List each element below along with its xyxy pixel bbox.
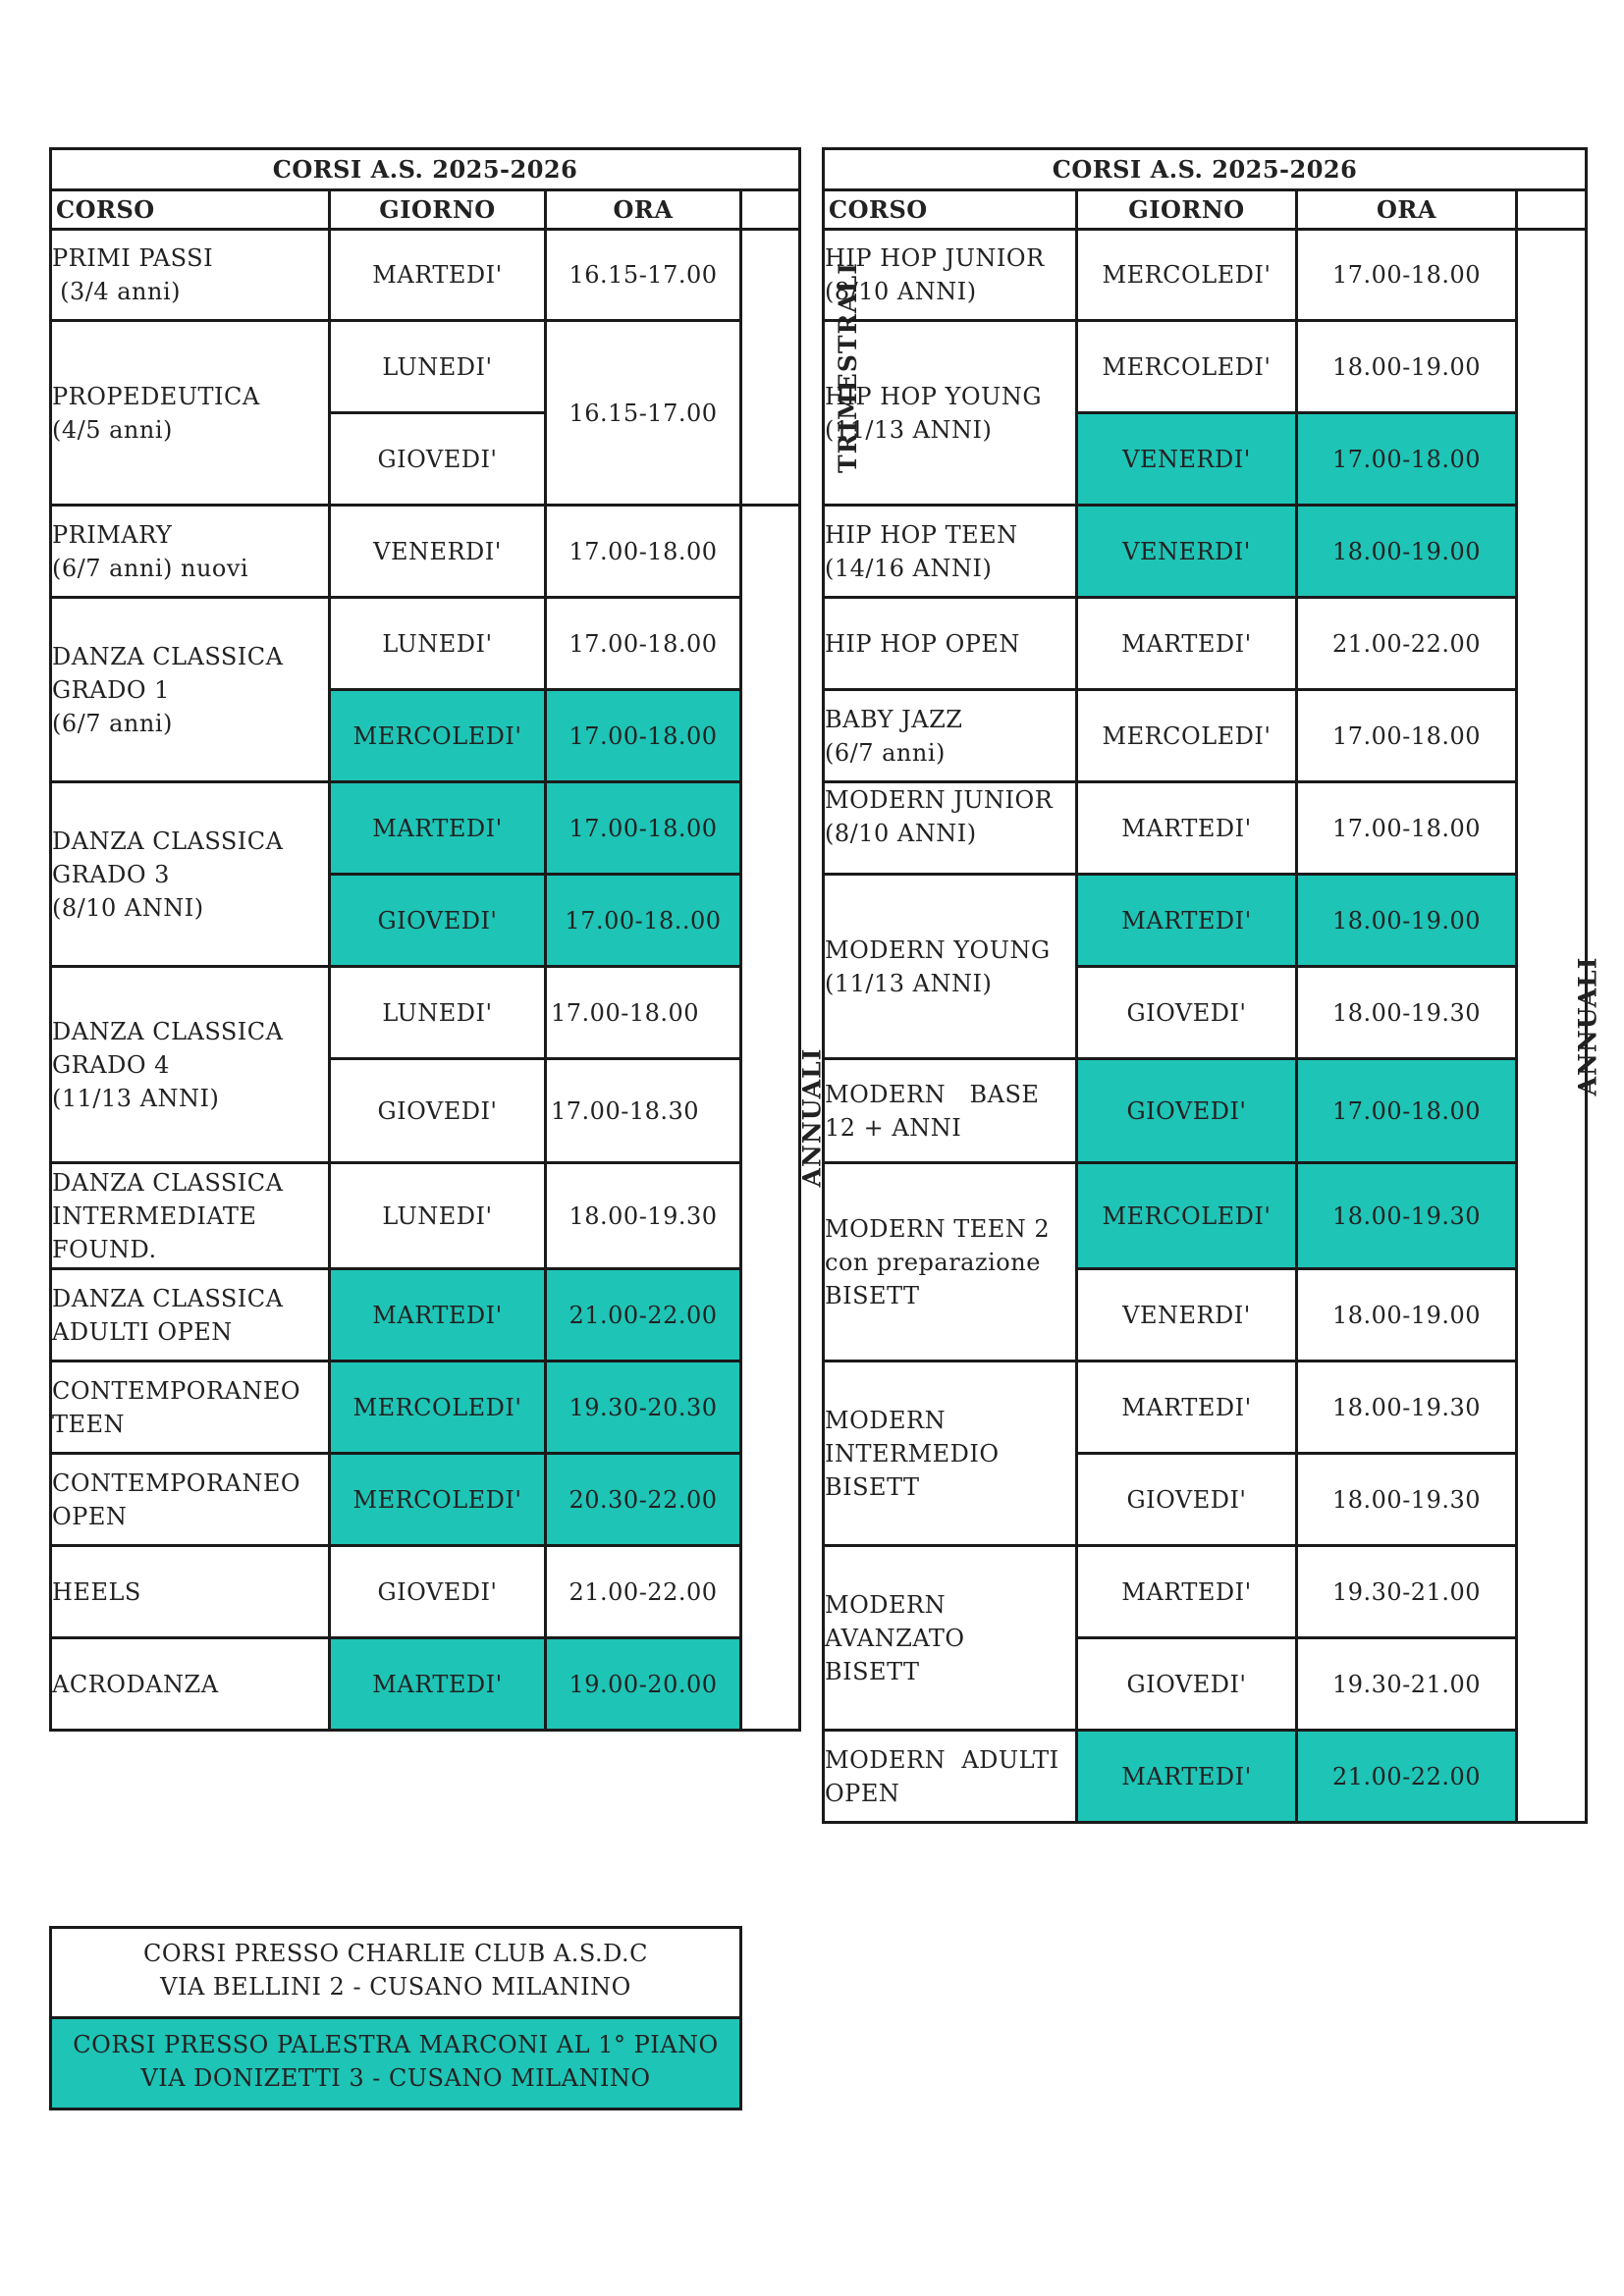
course-primary: PRIMARY (6/7 anni) nuovi <box>51 506 330 598</box>
day-cell: VENERDI' <box>1077 506 1297 598</box>
time-cell: 17.00-18.00 <box>1297 782 1517 875</box>
day-cell: VENERDI' <box>330 506 546 598</box>
day-cell: MARTEDI' <box>1077 1362 1297 1454</box>
day-cell: GIOVEDI' <box>1077 967 1297 1059</box>
day-cell: MARTEDI' <box>1077 875 1297 967</box>
time-cell: 18.00-19.30 <box>546 1163 741 1269</box>
time-cell: 21.00-22.00 <box>1297 598 1517 690</box>
right-header-giorno: GIORNO <box>1077 190 1297 230</box>
day-cell: MARTEDI' <box>330 782 546 875</box>
time-cell: 17.00-18.00 <box>546 598 741 690</box>
annuali-label: ANNUALI <box>741 506 800 1731</box>
course-modern-base: MODERN BASE 12 + ANNI <box>824 1059 1077 1163</box>
time-cell: 21.00-22.00 <box>1297 1731 1517 1823</box>
course-modern-intermedio: MODERN INTERMEDIO BISETT <box>824 1362 1077 1546</box>
day-cell: MERCOLEDI' <box>1077 230 1297 321</box>
day-cell: LUNEDI' <box>330 1163 546 1269</box>
time-cell: 16.15-17.00 <box>546 321 741 506</box>
course-hip-hop-teen: HIP HOP TEEN (14/16 ANNI) <box>824 506 1077 598</box>
time-cell: 20.30-22.00 <box>546 1454 741 1546</box>
time-cell: 17.00-18.00 <box>546 967 741 1059</box>
course-contemporaneo-open: CONTEMPORANEO OPEN <box>51 1454 330 1546</box>
day-cell: GIOVEDI' <box>1077 1638 1297 1731</box>
course-contemporaneo-teen: CONTEMPORANEO TEEN <box>51 1362 330 1454</box>
right-header-corso: CORSO <box>824 190 1077 230</box>
course-danza-classica-grado-4: DANZA CLASSICA GRADO 4 (11/13 ANNI) <box>51 967 330 1163</box>
course-modern-junior: MODERN JUNIOR (8/10 ANNI) <box>824 782 1077 875</box>
course-acrodanza: ACRODANZA <box>51 1638 330 1731</box>
time-cell: 17.00-18.00 <box>1297 690 1517 782</box>
course-modern-young: MODERN YOUNG (11/13 ANNI) <box>824 875 1077 1059</box>
time-cell: 17.00-18.00 <box>546 782 741 875</box>
left-table-title: CORSI A.S. 2025-2026 <box>51 149 800 190</box>
day-cell: MERCOLEDI' <box>330 690 546 782</box>
course-baby-jazz: BABY JAZZ (6/7 anni) <box>824 690 1077 782</box>
course-modern-avanzato: MODERN AVANZATO BISETT <box>824 1546 1077 1731</box>
left-header-empty <box>741 190 800 230</box>
location-legend <box>49 1926 742 2110</box>
day-cell: GIOVEDI' <box>330 413 546 506</box>
time-cell: 17.00-18.00 <box>1297 413 1517 506</box>
day-cell: LUNEDI' <box>330 598 546 690</box>
time-cell: 18.00-19.30 <box>1297 967 1517 1059</box>
day-cell: MARTEDI' <box>1077 782 1297 875</box>
time-cell: 21.00-22.00 <box>546 1546 741 1638</box>
course-danza-classica-intermediate: DANZA CLASSICA INTERMEDIATE FOUND. <box>51 1163 330 1269</box>
left-header-corso: CORSO <box>51 190 330 230</box>
left-schedule-table <box>49 147 862 1732</box>
time-cell: 17.00-18.00 <box>1297 1059 1517 1163</box>
time-cell: 17.00-18.00 <box>546 690 741 782</box>
day-cell: MERCOLEDI' <box>1077 690 1297 782</box>
day-cell: GIOVEDI' <box>330 875 546 967</box>
day-cell: VENERDI' <box>1077 413 1297 506</box>
day-cell: GIOVEDI' <box>1077 1059 1297 1163</box>
time-cell: 17.00-18.00 <box>1297 230 1517 321</box>
day-cell: MARTEDI' <box>330 1638 546 1731</box>
course-modern-adulti-open: MODERN ADULTI OPEN <box>824 1731 1077 1823</box>
course-danza-classica-adulti: DANZA CLASSICA ADULTI OPEN <box>51 1269 330 1362</box>
day-cell: GIOVEDI' <box>330 1059 546 1163</box>
day-cell: MERCOLEDI' <box>330 1454 546 1546</box>
course-hip-hop-open: HIP HOP OPEN <box>824 598 1077 690</box>
course-hip-hop-junior: HIP HOP JUNIOR (8/10 ANNI) <box>824 230 1077 321</box>
annuali-label: ANNUALI <box>1517 230 1587 1823</box>
day-cell: MERCOLEDI' <box>330 1362 546 1454</box>
time-cell: 17.00-18.30 <box>546 1059 741 1163</box>
day-cell: MARTEDI' <box>1077 1546 1297 1638</box>
course-danza-classica-grado-3: DANZA CLASSICA GRADO 3 (8/10 ANNI) <box>51 782 330 967</box>
left-header-ora: ORA <box>546 190 741 230</box>
time-cell: 18.00-19.30 <box>1297 1454 1517 1546</box>
right-schedule-table <box>822 147 1602 1824</box>
right-table-title: CORSI A.S. 2025-2026 <box>824 149 1587 190</box>
time-cell: 19.00-20.00 <box>546 1638 741 1731</box>
day-cell: MARTEDI' <box>330 230 546 321</box>
time-cell: 18.00-19.00 <box>1297 1269 1517 1362</box>
legend-charlie-club: CORSI PRESSO CHARLIE CLUB A.S.D.C VIA BELLINI 2 - CUSANO MILANINO <box>52 1929 739 2019</box>
course-heels: HEELS <box>51 1546 330 1638</box>
time-cell: 19.30-20.30 <box>546 1362 741 1454</box>
right-header-ora: ORA <box>1297 190 1517 230</box>
course-primi-passi: PRIMI PASSI (3/4 anni) <box>51 230 330 321</box>
course-modern-teen-2: MODERN TEEN 2 con preparazione BISETT <box>824 1163 1077 1362</box>
day-cell: MARTEDI' <box>1077 598 1297 690</box>
time-cell: 17.00-18.00 <box>546 506 741 598</box>
day-cell: LUNEDI' <box>330 967 546 1059</box>
time-cell: 16.15-17.00 <box>546 230 741 321</box>
course-danza-classica-grado-1: DANZA CLASSICA GRADO 1 (6/7 anni) <box>51 598 330 782</box>
time-cell: 19.30-21.00 <box>1297 1546 1517 1638</box>
day-cell: LUNEDI' <box>330 321 546 413</box>
time-cell: 18.00-19.30 <box>1297 1362 1517 1454</box>
time-cell: 18.00-19.00 <box>1297 506 1517 598</box>
time-cell: 18.00-19.00 <box>1297 321 1517 413</box>
legend-palestra-marconi: CORSI PRESSO PALESTRA MARCONI AL 1° PIANO VIA DONIZETTI 3 - CUSANO MILANINO <box>52 2019 739 2108</box>
time-cell: 18.00-19.30 <box>1297 1163 1517 1269</box>
time-cell: 18.00-19.00 <box>1297 875 1517 967</box>
left-header-giorno: GIORNO <box>330 190 546 230</box>
course-propedeutica: PROPEDEUTICA (4/5 anni) <box>51 321 330 506</box>
day-cell: MARTEDI' <box>330 1269 546 1362</box>
time-cell: 21.00-22.00 <box>546 1269 741 1362</box>
time-cell: 19.30-21.00 <box>1297 1638 1517 1731</box>
day-cell: MERCOLEDI' <box>1077 321 1297 413</box>
time-cell: 17.00-18..00 <box>546 875 741 967</box>
day-cell: MERCOLEDI' <box>1077 1163 1297 1269</box>
day-cell: VENERDI' <box>1077 1269 1297 1362</box>
trimestrali-label: TRIMESTRALI <box>741 230 800 506</box>
day-cell: GIOVEDI' <box>330 1546 546 1638</box>
day-cell: MARTEDI' <box>1077 1731 1297 1823</box>
day-cell: GIOVEDI' <box>1077 1454 1297 1546</box>
right-header-empty <box>1517 190 1587 230</box>
course-hip-hop-young: HIP HOP YOUNG (11/13 ANNI) <box>824 321 1077 506</box>
